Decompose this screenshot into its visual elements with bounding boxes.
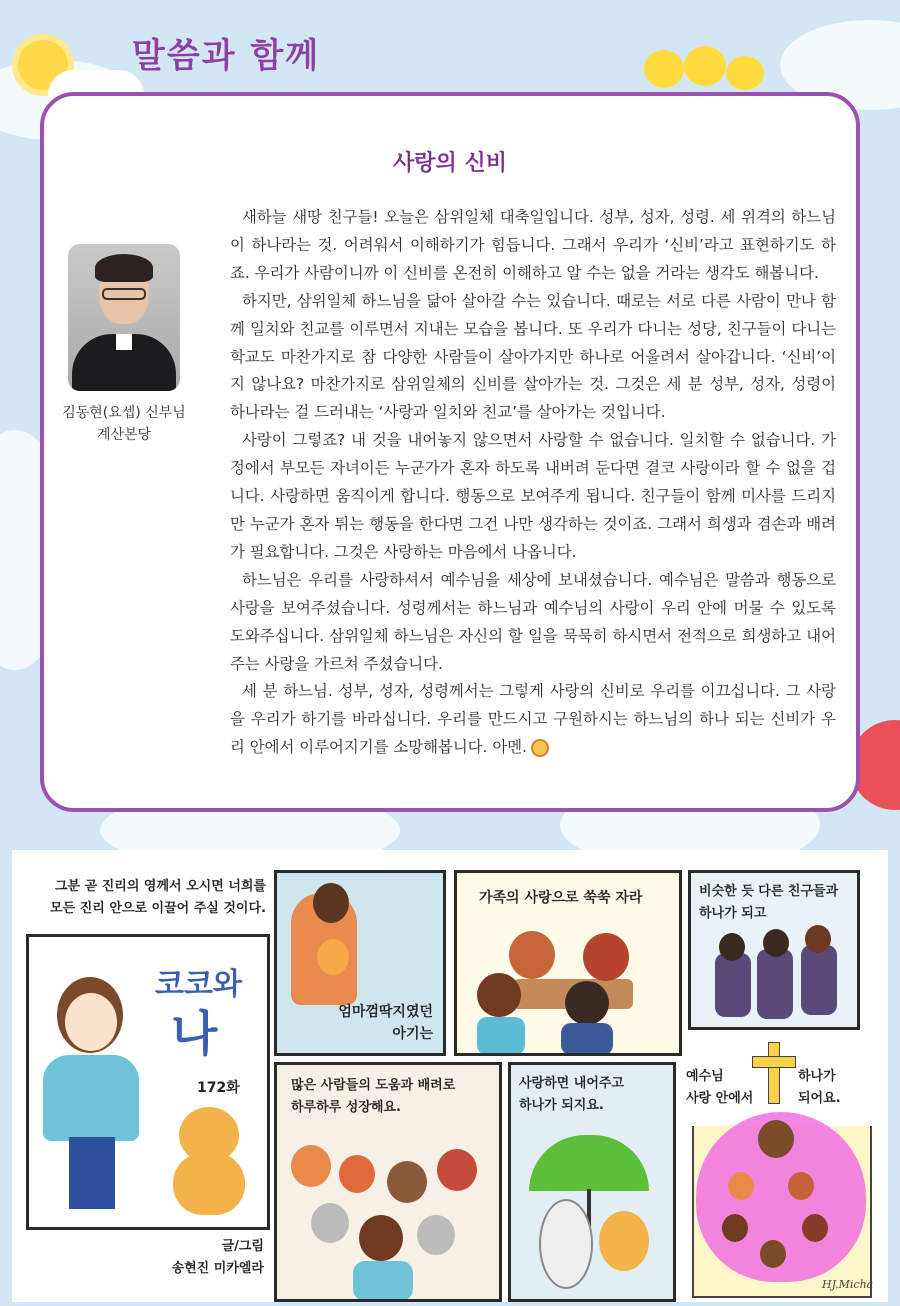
comic-title-panel <box>26 934 270 1230</box>
comic-panel-4 <box>274 1062 502 1302</box>
article-body <box>230 204 836 762</box>
author-photo <box>68 244 180 391</box>
student-figure <box>715 953 751 1017</box>
credit-line: 송현진 미카엘라 <box>171 1261 264 1276</box>
child-figure <box>728 1172 754 1200</box>
caption-line: 아기는 <box>392 1026 433 1042</box>
signature: HJ.Micha <box>822 1278 874 1291</box>
caption-line: 비슷한 듯 다른 친구들과 <box>699 884 839 899</box>
family-member <box>477 973 521 1017</box>
panel-caption <box>291 1075 455 1119</box>
paragraph <box>230 678 836 762</box>
comic-quote <box>16 876 266 920</box>
crowd-person <box>291 1145 331 1187</box>
comic-panel-1 <box>274 870 446 1056</box>
paragraph: 새하늘 새땅 친구들! 오늘은 삼위일체 대축일입니다. 성부, 성자, 성령. 세 위격의 하느님이 하나라는 것. 어려워서 이해하기가 힘듭니다. 그래서 우리가 ‘신비’라고 표현하기도 하죠. 우리가 사람이니까 이 신비를 온전히 이해하고 알 수는 없을 거라는 생각도 해봅니다. <box>230 208 836 282</box>
comic-panel-6 <box>682 1036 878 1302</box>
panel-caption <box>519 1073 624 1117</box>
crowd-person <box>311 1203 349 1243</box>
child-figure <box>788 1172 814 1200</box>
child-figure <box>802 1214 828 1242</box>
caption-line: 사랑 안에서 <box>686 1091 754 1106</box>
mother-head <box>313 883 349 923</box>
cross-vertical <box>768 1042 780 1104</box>
caption-line: 하나가 되지요. <box>519 1098 604 1113</box>
comic-panel-5 <box>508 1062 676 1302</box>
student-head <box>805 925 831 953</box>
child-figure <box>760 1240 786 1268</box>
family-member <box>583 933 629 981</box>
girl-sweater <box>43 1055 139 1141</box>
author-caption <box>46 402 202 446</box>
crowd-person <box>387 1161 427 1203</box>
article-title: 사랑의 신비 <box>393 151 507 176</box>
student-figure <box>757 949 793 1019</box>
series-title: 나 <box>171 1006 218 1062</box>
girl-face <box>65 993 117 1051</box>
paragraph <box>230 567 836 679</box>
caption-line: 많은 사람들의 도움과 배려로 <box>291 1078 456 1093</box>
paragraph-text: 하느님은 우리를 사랑하셔서 예수님을 세상에 보내셨습니다. 예수님은 말씀과 행동으로 사랑을 보여주셨습니다. 성령께서는 하느님과 예수님의 사랑이 우리 안에 머물 수 있도록 도와주십니다. 삼위일체 하느님은 자신의 할 일을 묵묵히 하시면서 전적으로 희생하고 내어주는 사랑을 가르쳐 주셨습니다. <box>230 570 836 673</box>
baby-figure <box>317 939 349 975</box>
student-head <box>719 933 745 961</box>
child-figure <box>722 1214 748 1242</box>
comic-credit <box>140 1236 264 1280</box>
cross-horizontal <box>752 1056 796 1068</box>
panel-caption <box>798 1066 841 1110</box>
panel-caption: 가족의 사랑으로 쑥쑥 자라 <box>479 890 643 906</box>
episode-number: 172화 <box>197 1080 240 1096</box>
panel-caption <box>317 1001 433 1045</box>
section-title: 말씀과 함께 <box>132 36 321 76</box>
caption-line: 하나가 되고 <box>699 906 767 921</box>
caption-line: 엄마껌딱지였던 <box>338 1004 433 1020</box>
end-mark-icon <box>531 739 549 757</box>
girl-jeans <box>69 1137 115 1209</box>
paragraph: 사랑이 그렇죠? 내 것을 내어놓지 않으면서 사랑할 수 없습니다. 일치할 수 없습니다. 가정에서 부모든 자녀이든 누군가가 혼자 하도록 내버려 둔다면 결코 사랑이라 할 수 없을 겁니다. 사랑하면 움직이게 합니다. 행동으로 보여주게 됩니다. 친구들이 함께 미사를 드리지만 누군가 혼자 튀는 행동을 한다면 그건 나만 생각하는 것이죠. 그래서 희생과 겸손과 배려가 필요합니다. 그것은 사랑하는 마음에서 나옵니다. <box>230 431 836 561</box>
girl-sweater <box>353 1261 413 1301</box>
credit-line: 글/그림 <box>221 1239 264 1254</box>
cat-character <box>599 1211 649 1271</box>
student-figure <box>801 945 837 1015</box>
umbrella-icon <box>529 1135 649 1191</box>
comic-panel-2 <box>454 870 682 1056</box>
chick-icon <box>726 56 764 90</box>
author-name: 김동현(요셉) 신부님 <box>62 405 186 421</box>
family-child-shirt <box>477 1017 525 1055</box>
caption-line: 하나가 <box>798 1069 836 1084</box>
family-child-shirt <box>561 1023 613 1055</box>
student-head <box>763 929 789 957</box>
paragraph: 하지만, 삼위일체 하느님을 닮아 살아갈 수는 있습니다. 때로는 서로 다른 사람이 만나 함께 일치와 친교를 이루면서 지내는 모습을 봅니다. 또 우리가 다니는 성당, 친구들이 다니는 학교도 마찬가지로 참 다양한 사람들이 살아가지만 하나로 어울려서 살아갑니다. ‘신비’이지 않나요? 마찬가지로 삼위일체의 신비를 살아가는 것. 그것은 세 분 성부, 성자, 성령이 하나라는 걸 드러내는 ‘사랑과 일치와 친교’를 살아가는 것입니다. <box>230 291 836 422</box>
crowd-person <box>437 1149 477 1191</box>
chick-icon <box>644 50 684 88</box>
caption-line: 예수님 <box>686 1069 724 1084</box>
caption-line: 하루하루 성장해요. <box>291 1100 401 1115</box>
chick-icon <box>684 46 726 86</box>
jesus-figure <box>758 1120 794 1158</box>
crowd-person <box>339 1155 375 1193</box>
family-member <box>509 931 555 979</box>
quote-line: 그분 곧 진리의 영께서 오시면 너희를 <box>55 879 266 894</box>
quote-line: 모든 진리 안으로 이끌어 주실 것이다. <box>50 901 266 916</box>
series-title: 코코와 <box>155 967 242 1002</box>
comic-panel-3 <box>688 870 860 1030</box>
crowd-person <box>417 1215 455 1255</box>
family-member <box>565 981 609 1025</box>
dog-character <box>539 1199 593 1289</box>
panel-caption <box>686 1066 753 1110</box>
panel-caption <box>699 881 838 925</box>
caption-line: 되어요. <box>798 1091 841 1106</box>
paragraph-text: 세 분 하느님. 성부, 성자, 성령께서는 그렇게 사랑의 신비로 우리를 이끄십니다. 그 사랑을 우리가 하기를 바라십니다. 우리를 만드시고 구원하시는 하느님의 하나 되는 신비가 우리 안에서 이루어지기를 소망해봅니다. 아멘. <box>230 682 836 757</box>
caption-line: 사랑하면 내어주고 <box>519 1076 624 1091</box>
author-parish: 계산본당 <box>96 427 152 443</box>
cat-body <box>173 1153 245 1215</box>
girl-crying <box>359 1215 403 1261</box>
